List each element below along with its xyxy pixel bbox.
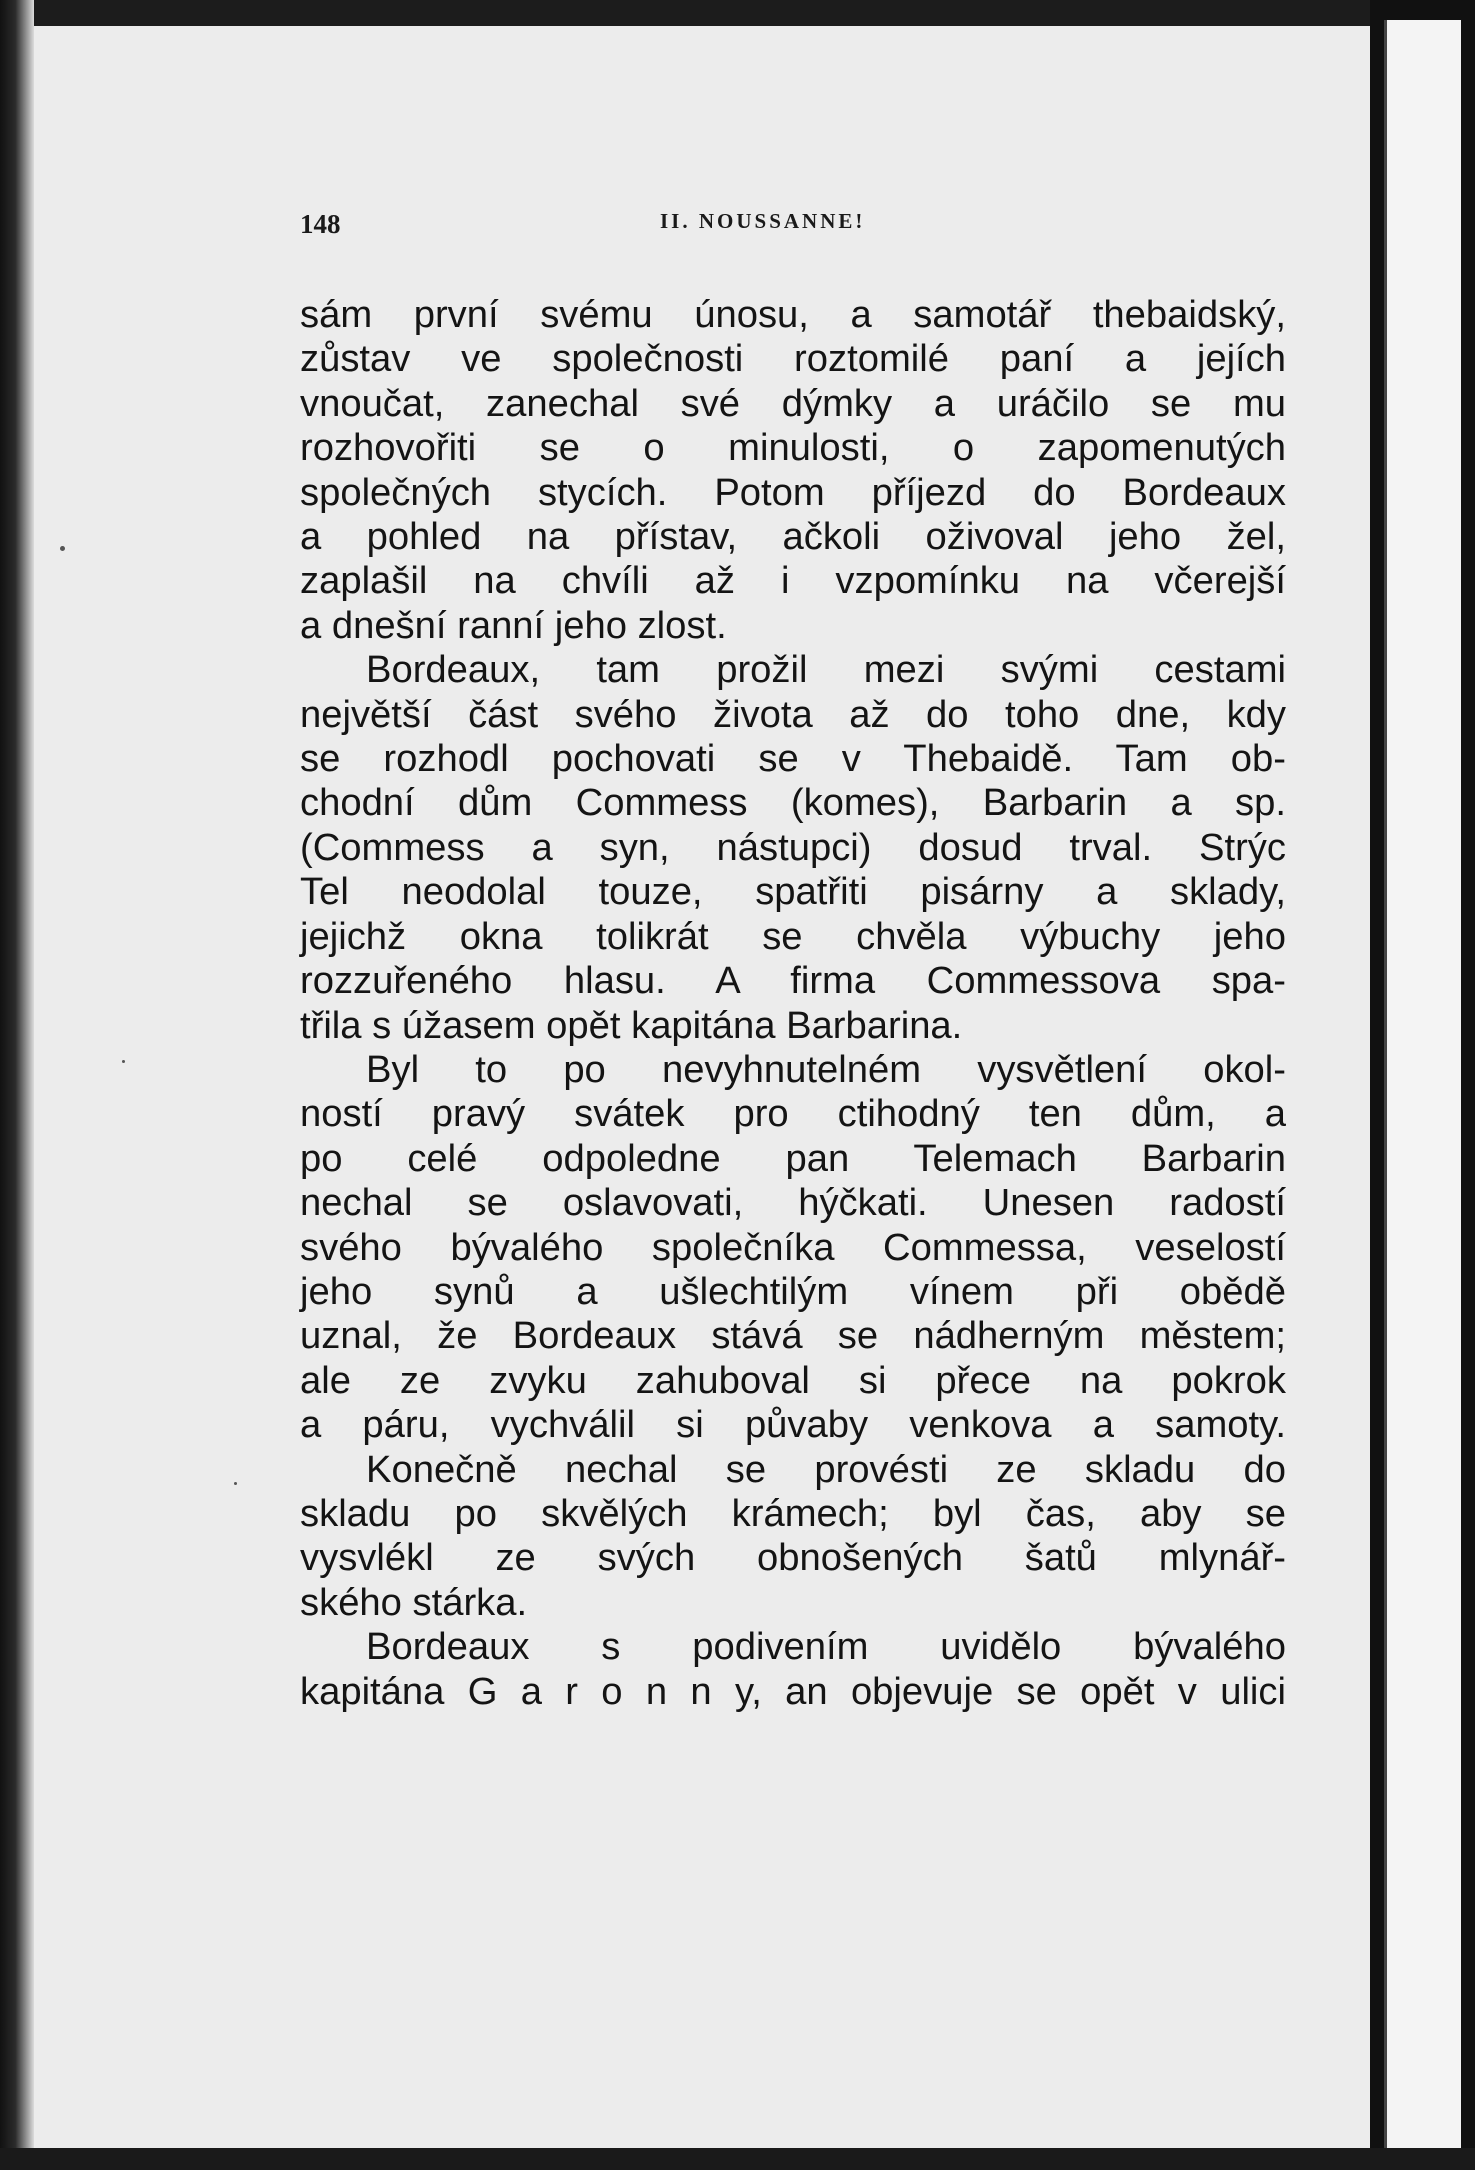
scan-border-bottom bbox=[0, 2148, 1475, 2170]
text-line: ského stárka. bbox=[300, 1580, 528, 1624]
text-line: a pohled na přístav, ačkoli oživoval jeho žel, bbox=[300, 515, 1286, 559]
text-line: jeho synů a ušlechtilým vínem při obědě bbox=[300, 1269, 1286, 1313]
text-line: zůstav ve společnosti roztomilé paní a jejích bbox=[300, 337, 1286, 381]
running-head: II. NOUSSANNE! bbox=[660, 209, 866, 233]
text-line: svého bývalého společníka Commessa, veselostí bbox=[300, 1225, 1286, 1269]
text-line: Bordeaux s podivením uvidělo bývalého bbox=[366, 1625, 1286, 1669]
text-line: kapitána G a r o n n y, an objevuje se opět v ulici bbox=[300, 1669, 1286, 1713]
text-line: Byl to po nevyhnutelném vysvětlení okol- bbox=[366, 1047, 1286, 1091]
text-line: třila s úžasem opět kapitána Barbarina. bbox=[300, 1003, 963, 1047]
text-line: vnoučat, zanechal své dýmky a uráčilo se mu bbox=[300, 381, 1286, 425]
text-line: skladu po skvělých krámech; byl čas, aby se bbox=[300, 1491, 1286, 1535]
paragraph bbox=[300, 1048, 1286, 1448]
scan-border-top bbox=[0, 0, 1475, 26]
text-line: (Commess a syn, nástupci) dosud trval. Strýc bbox=[300, 825, 1286, 869]
text-line: Tel neodolal touze, spatřiti pisárny a sklady, bbox=[300, 870, 1286, 914]
body-text bbox=[300, 293, 1286, 1714]
text-line: zaplašil na chvíli až i vzpomínku na včerejší bbox=[300, 559, 1286, 603]
book-page bbox=[34, 26, 1370, 2148]
next-page-edge bbox=[1384, 20, 1461, 2150]
text-line: největší část svého života až do toho dne, kdy bbox=[300, 692, 1286, 736]
text-line: rozzuřeného hlasu. A firma Commessova spa- bbox=[300, 959, 1286, 1003]
paragraph bbox=[300, 1448, 1286, 1626]
scan-speck bbox=[122, 1060, 125, 1063]
text-line: se rozhodl pochovati se v Thebaidě. Tam ob- bbox=[300, 737, 1286, 781]
text-line: chodní dům Commess (komes), Barbarin a sp. bbox=[300, 781, 1286, 825]
paragraph bbox=[300, 293, 1286, 648]
scan-speck bbox=[60, 546, 65, 551]
text-line: společných stycích. Potom příjezd do Bordeaux bbox=[300, 470, 1286, 514]
paragraph bbox=[300, 648, 1286, 1048]
scan-border-left bbox=[0, 0, 34, 2170]
paragraph bbox=[300, 1625, 1286, 1714]
text-line: a páru, vychválil si půvaby venkova a samoty. bbox=[300, 1403, 1286, 1447]
text-line: po celé odpoledne pan Telemach Barbarin bbox=[300, 1136, 1286, 1180]
text-line: rozhovořiti se o minulosti, o zapomenutých bbox=[300, 426, 1286, 470]
text-line: ností pravý svátek pro ctihodný ten dům, a bbox=[300, 1092, 1286, 1136]
text-line: nechal se oslavovati, hýčkati. Unesen radostí bbox=[300, 1181, 1286, 1225]
text-line: a dnešní ranní jeho zlost. bbox=[300, 603, 727, 647]
text-line: vysvlékl ze svých obnošených šatů mlynář- bbox=[300, 1536, 1286, 1580]
scan-speck bbox=[234, 1482, 237, 1485]
text-line: Konečně nechal se provésti ze skladu do bbox=[366, 1447, 1286, 1491]
text-line: uznal, že Bordeaux stává se nádherným městem; bbox=[300, 1314, 1286, 1358]
page-number: 148 bbox=[300, 209, 341, 239]
text-line: jejichž okna tolikrát se chvěla výbuchy jeho bbox=[300, 914, 1286, 958]
text-line: ale ze zvyku zahuboval si přece na pokrok bbox=[300, 1358, 1286, 1402]
text-line: Bordeaux, tam prožil mezi svými cestami bbox=[366, 648, 1286, 692]
text-line: sám první svému únosu, a samotář thebaidský, bbox=[300, 293, 1286, 336]
